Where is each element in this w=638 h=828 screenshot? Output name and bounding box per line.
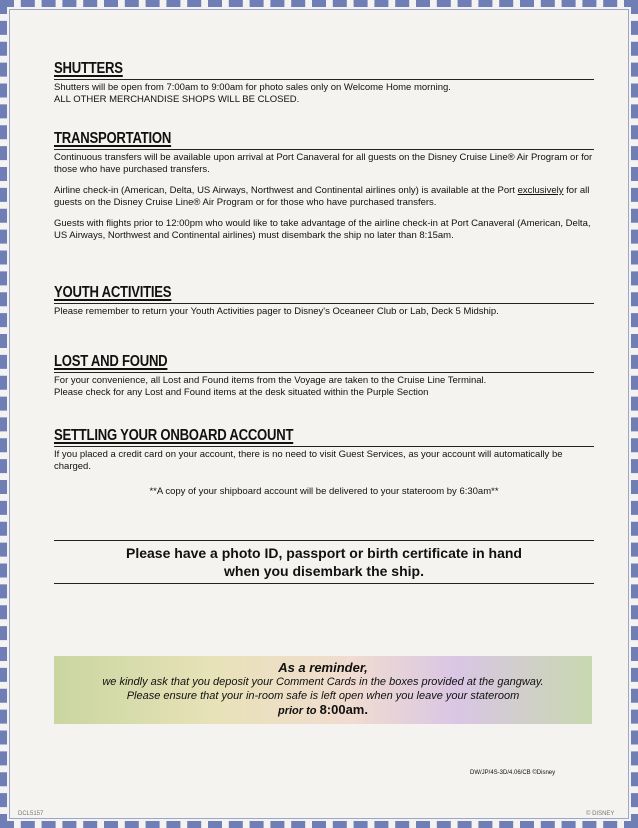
account-note: **A copy of your shipboard account will be delivered to your stateroom by 6:30am** xyxy=(149,485,499,497)
youth-text: Please remember to return your Youth Activities pager to Disney's Oceaneer Club or Lab, Deck 5 Midship. xyxy=(54,306,499,317)
shutters-line2: ALL OTHER MERCHANDISE SHOPS WILL BE CLOSED. xyxy=(54,94,300,106)
reminder-box xyxy=(54,656,592,724)
transportation-section xyxy=(54,130,594,242)
account-rule xyxy=(54,446,594,447)
account-heading: SETTLING YOUR ONBOARD ACCOUNT xyxy=(54,427,294,444)
photo-id-text xyxy=(54,544,594,580)
reminder-line3-time: 8:00am. xyxy=(319,702,368,717)
shutters-section xyxy=(54,60,594,107)
youth-rule xyxy=(54,303,594,304)
reminder-line3-prefix: prior to xyxy=(278,705,317,717)
footer-left-code: DCL5157 xyxy=(18,811,44,817)
lost-found-rule xyxy=(54,372,594,373)
transportation-p3: Guests with flights prior to 12:00pm who would like to take advantage of the airline check-in at Port Canaveral (American, Delta, US Airways, Northwest and Continental airlines) must disembark the ship no later than 8:15am. xyxy=(54,217,591,242)
lost-found-line1: For your convenience, all Lost and Found items from the Voyage are taken to the Cruise Line Terminal. xyxy=(54,375,487,386)
transportation-p2 xyxy=(54,185,594,210)
account-section xyxy=(54,427,594,498)
shutters-line1: Shutters will be open from 7:00am to 9:00am for photo sales only on Welcome Home morning. xyxy=(54,82,451,93)
lost-found-line2: Please check for any Lost and Found items at the desk situated within the Purple Section xyxy=(54,387,429,399)
reminder-line3 xyxy=(54,703,592,718)
lost-found-heading: LOST AND FOUND xyxy=(54,353,168,370)
lost-found-text xyxy=(54,375,594,400)
photo-id-line2: when you disembark the ship. xyxy=(224,563,424,579)
shutters-heading: SHUTTERS xyxy=(54,60,123,77)
photo-id-line1: Please have a photo ID, passport or birth certificate in hand xyxy=(126,545,522,561)
transportation-p2-before: Airline check-in (American, Delta, US Airways, Northwest and Continental airlines only) is available at the Port xyxy=(54,184,515,196)
transportation-p2-underlined: exclusively xyxy=(517,184,564,196)
reminder-line2: Please ensure that your in-room safe is left open when you leave your stateroom xyxy=(126,690,520,702)
shutters-text xyxy=(54,82,594,107)
photo-id-notice xyxy=(54,540,594,584)
youth-heading: YOUTH ACTIVITIES xyxy=(54,284,172,301)
transportation-heading: TRANSPORTATION xyxy=(54,130,172,147)
lost-found-section xyxy=(54,353,594,400)
transportation-p1: Continuous transfers will be available upon arrival at Port Canaveral for all guests on the Disney Cruise Line® Air Program or for those who have purchased transfers. xyxy=(54,152,593,176)
reminder-line1: we kindly ask that you deposit your Comment Cards in the boxes provided at the gangway. xyxy=(102,676,544,688)
footer-right-code: © DISNEY xyxy=(586,811,615,817)
transportation-rule xyxy=(54,149,594,150)
account-text: If you placed a credit card on your account, there is no need to visit Guest Services, as your account will automatically be charged. xyxy=(54,449,563,473)
shutters-rule xyxy=(54,79,594,80)
youth-section xyxy=(54,284,594,318)
reminder-title: As a reminder, xyxy=(278,660,368,675)
transportation-p2-after: for all guests on the Disney Cruise Line® Air Program or for those who have purchased transfers. xyxy=(54,184,590,209)
document-code: DW/JP/4S-3D/4.06/CB ©Disney xyxy=(470,770,556,776)
